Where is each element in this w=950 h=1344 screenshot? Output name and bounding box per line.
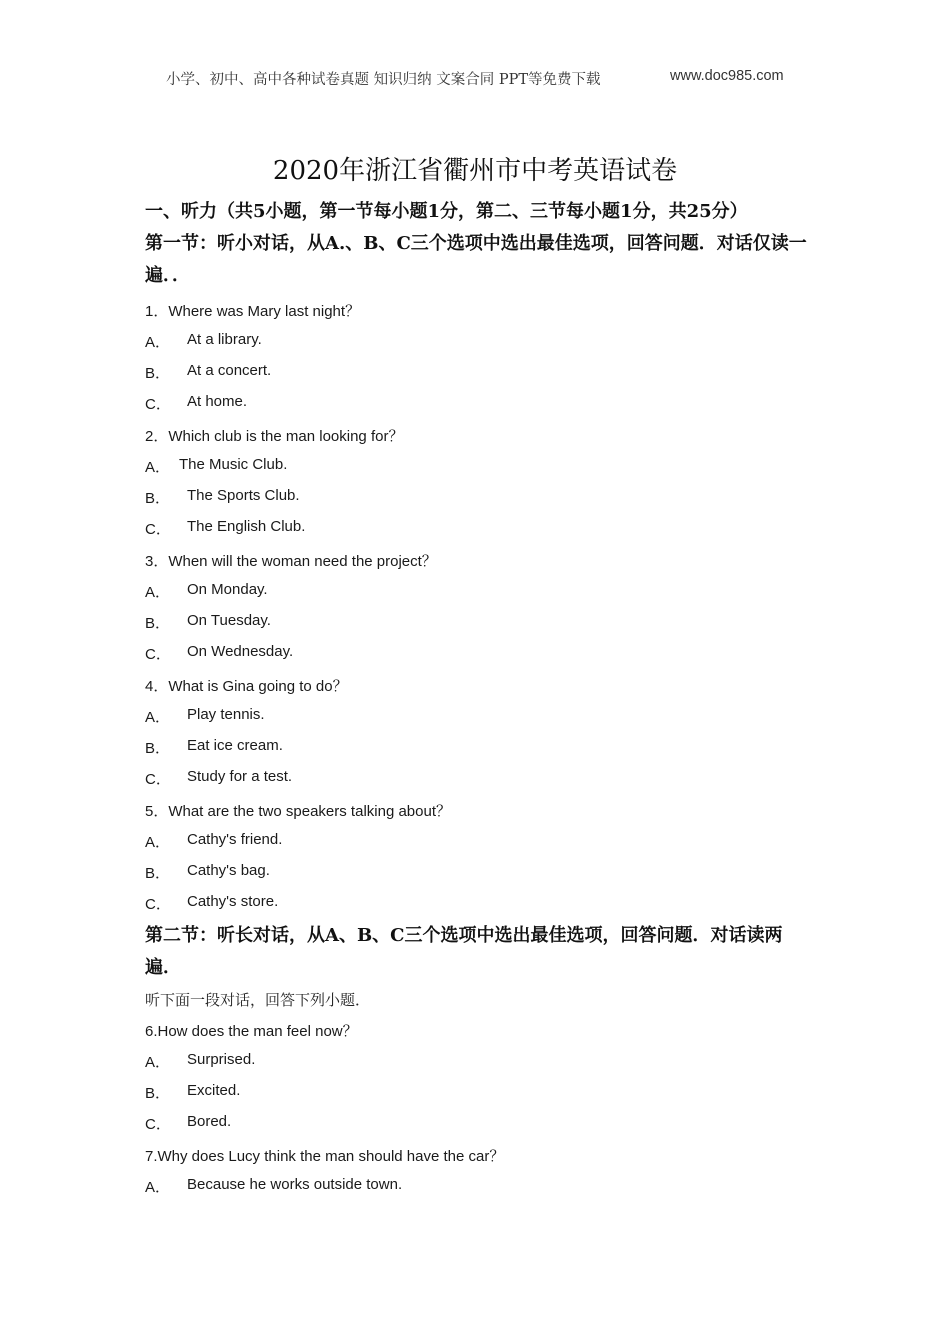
- question-2: 2．Which club is the man looking for？: [145, 428, 404, 445]
- section1-heading: 第一节：听小对话，从A.、B、C三个选项中选出最佳选项，回答问题．对话仅读一遍．．: [145, 233, 807, 286]
- section2-instruction: 听下面一段对话，回答下列小题．: [145, 991, 371, 1009]
- header-site-link[interactable]: www.doc985.com: [670, 68, 784, 84]
- question-7: 7.Why does Lucy think the man should have the car？: [145, 1148, 505, 1165]
- question-6: 6.How does the man feel now？: [145, 1023, 358, 1040]
- part1-heading: 一、听力（共5小题，第一节每小题1分，第二、三节每小题1分，共25分）: [145, 201, 748, 222]
- question-3: 3．When will the woman need the project？: [145, 553, 437, 570]
- section2-heading: 第二节：听长对话，从A、B、C三个选项中选出最佳选项，回答问题．对话读两遍．: [145, 925, 783, 978]
- question-1: 1．Where was Mary last night？: [145, 303, 361, 320]
- exam-title: 2020年浙江省衢州市中考英语试卷: [272, 156, 678, 186]
- header-promo-text: 小学、初中、高中各种试卷真题 知识归纳 文案合同 PPT等免费下载: [166, 72, 601, 88]
- question-5: 5．What are the two speakers talking about？: [145, 803, 451, 820]
- question-4: 4．What is Gina going to do？: [145, 678, 348, 695]
